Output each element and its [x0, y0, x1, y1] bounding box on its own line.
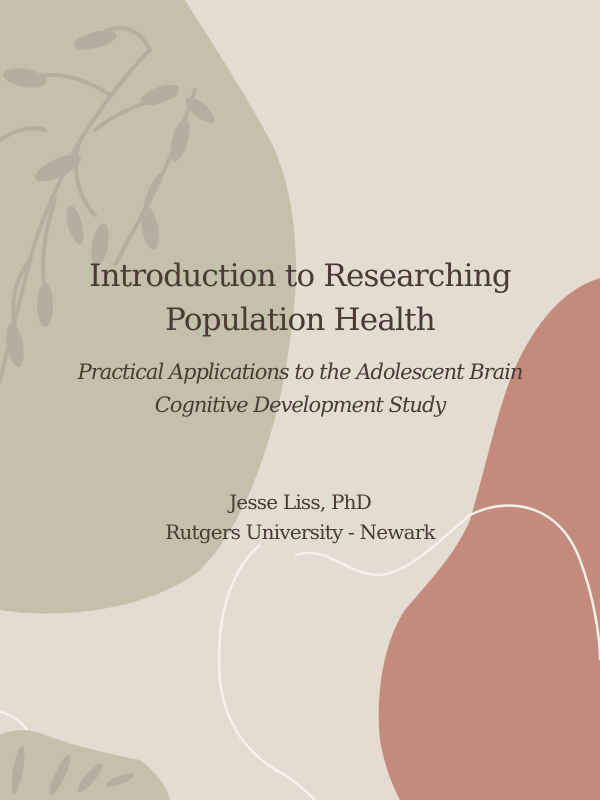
- subtitle-line-1: Practical Applications to the Adolescent Brain: [77, 360, 523, 384]
- slide-subtitle: [0, 356, 600, 422]
- curved-line-icon: [219, 545, 315, 800]
- author-affiliation: Rutgers University - Newark: [165, 520, 435, 544]
- author-name: Jesse Liss, PhD: [229, 490, 371, 514]
- subtitle-line-2: Cognitive Development Study: [154, 393, 446, 417]
- author-block: [0, 487, 600, 547]
- title-line-2: Population Health: [165, 302, 435, 338]
- title-line-1: Introduction to Researching: [89, 258, 511, 294]
- slide-title: [0, 254, 600, 342]
